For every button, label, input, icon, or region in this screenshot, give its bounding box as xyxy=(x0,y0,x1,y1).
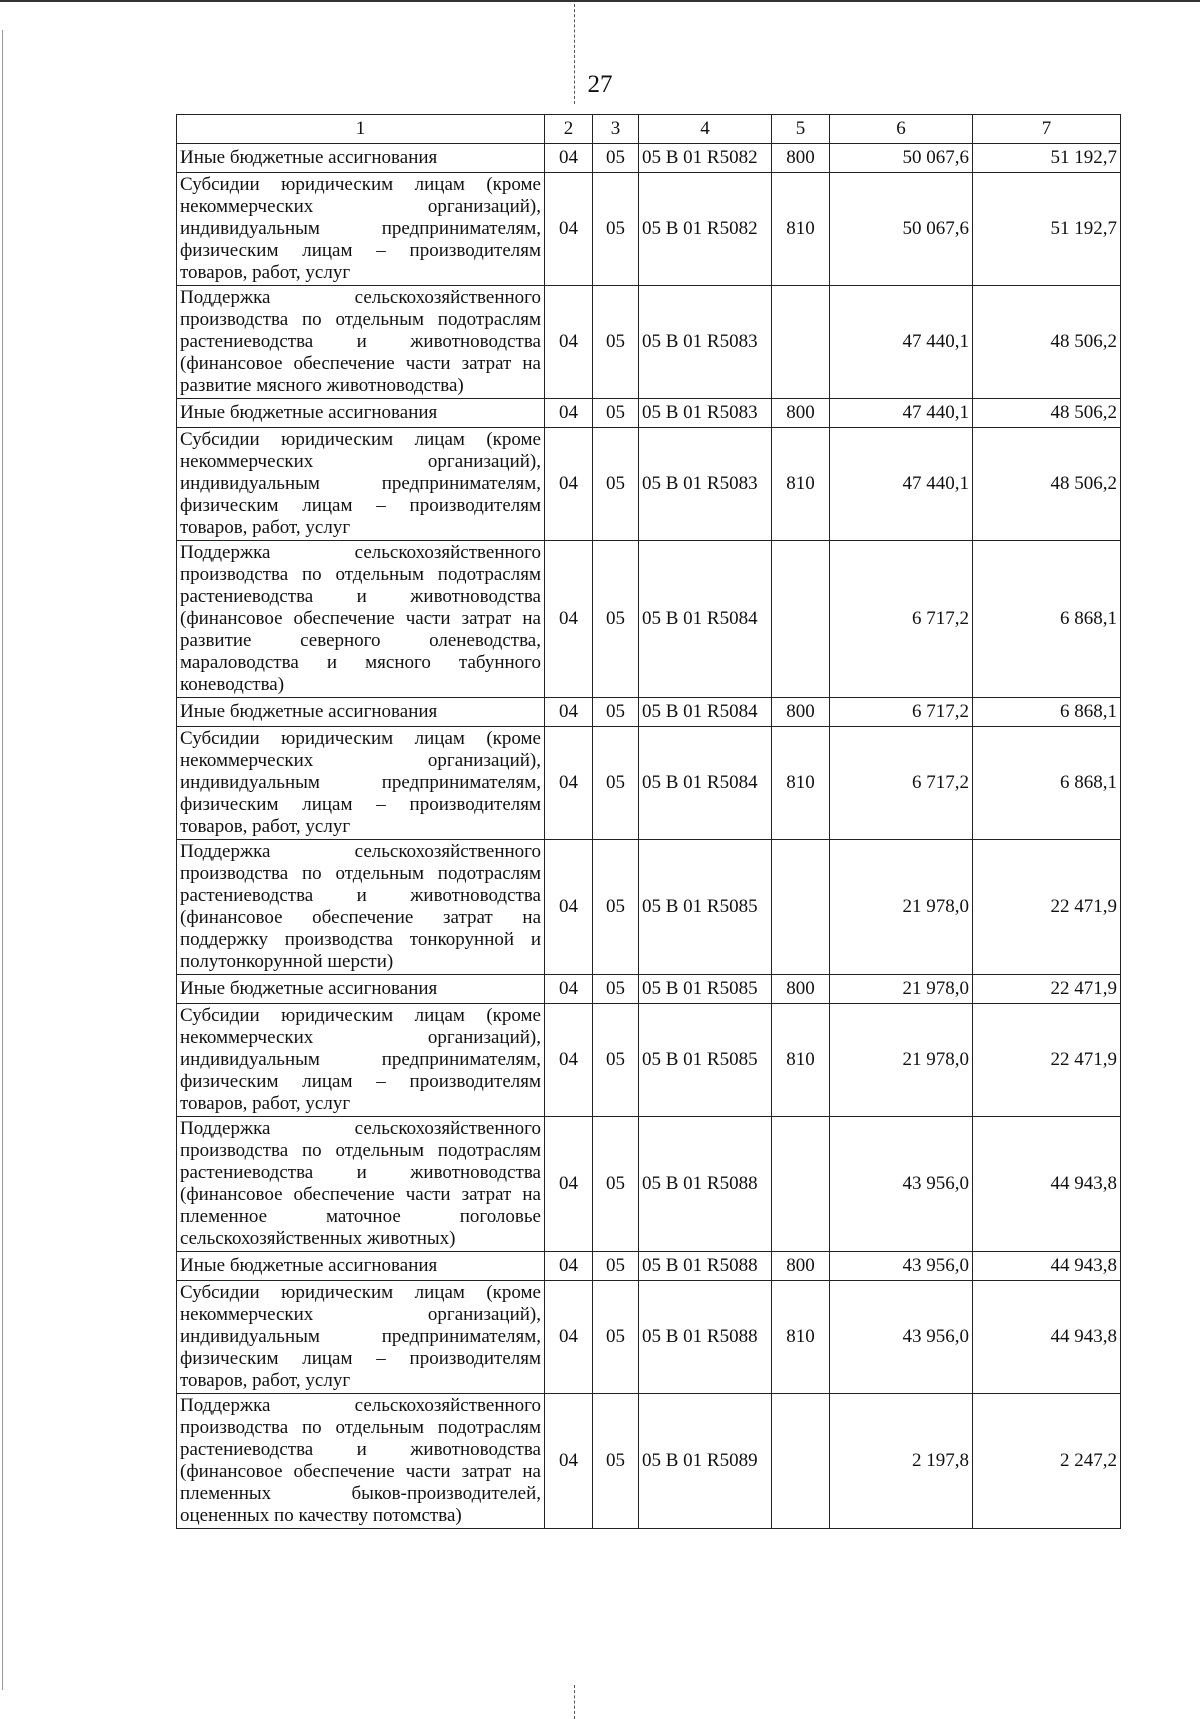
row-subsection: 05 xyxy=(593,286,639,399)
row-name: Субсидии юридическим лицам (кроме некоммерческих организаций), индивидуальным предпринимателям, физическим лицам – производителям товаров, работ, услуг xyxy=(177,173,545,286)
table-row xyxy=(177,1252,1121,1281)
row-amount-6: 43 956,0 xyxy=(830,1252,973,1281)
row-section: 04 xyxy=(545,698,593,727)
row-amount-6: 6 717,2 xyxy=(830,541,973,698)
row-target-code: 05 В 01 R5088 xyxy=(639,1281,772,1394)
row-name: Иные бюджетные ассигнования xyxy=(177,399,545,428)
row-expense-type: 800 xyxy=(772,698,830,727)
row-target-code: 05 В 01 R5088 xyxy=(639,1117,772,1252)
row-section: 04 xyxy=(545,840,593,975)
row-expense-type: 800 xyxy=(772,1252,830,1281)
row-target-code: 05 В 01 R5082 xyxy=(639,173,772,286)
row-amount-7: 48 506,2 xyxy=(973,286,1121,399)
row-subsection: 05 xyxy=(593,727,639,840)
row-expense-type xyxy=(772,1117,830,1252)
row-name: Поддержка сельскохозяйственного производства по отдельным подотраслям растениеводства и животноводства (финансовое обеспечение части затрат на развитие мясного животноводства) xyxy=(177,286,545,399)
row-expense-type: 810 xyxy=(772,1004,830,1117)
column-header-3: 3 xyxy=(593,115,639,144)
row-expense-type: 810 xyxy=(772,173,830,286)
row-name: Субсидии юридическим лицам (кроме некоммерческих организаций), индивидуальным предпринимателям, физическим лицам – производителям товаров, работ, услуг xyxy=(177,727,545,840)
column-header-7: 7 xyxy=(973,115,1121,144)
row-amount-7: 51 192,7 xyxy=(973,173,1121,286)
row-amount-7: 44 943,8 xyxy=(973,1117,1121,1252)
column-header-5: 5 xyxy=(772,115,830,144)
row-amount-6: 2 197,8 xyxy=(830,1394,973,1529)
row-amount-7: 6 868,1 xyxy=(973,727,1121,840)
row-target-code: 05 В 01 R5085 xyxy=(639,840,772,975)
table-row xyxy=(177,975,1121,1004)
table-row xyxy=(177,1117,1121,1252)
row-subsection: 05 xyxy=(593,1117,639,1252)
row-section: 04 xyxy=(545,727,593,840)
row-name: Поддержка сельскохозяйственного производства по отдельным подотраслям растениеводства и животноводства (финансовое обеспечение части затрат на племенных быков-производителей, оцененных по качеству потомства) xyxy=(177,1394,545,1529)
row-section: 04 xyxy=(545,144,593,173)
table-row xyxy=(177,173,1121,286)
row-expense-type xyxy=(772,1394,830,1529)
table-row xyxy=(177,144,1121,173)
row-target-code: 05 В 01 R5088 xyxy=(639,1252,772,1281)
row-name: Поддержка сельскохозяйственного производства по отдельным подотраслям растениеводства и животноводства (финансовое обеспечение части затрат на племенное маточное поголовье сельскохозяйственных животных) xyxy=(177,1117,545,1252)
row-expense-type xyxy=(772,286,830,399)
row-target-code: 05 В 01 R5084 xyxy=(639,727,772,840)
row-subsection: 05 xyxy=(593,428,639,541)
row-expense-type: 800 xyxy=(772,144,830,173)
row-amount-6: 21 978,0 xyxy=(830,1004,973,1117)
row-amount-6: 50 067,6 xyxy=(830,144,973,173)
row-expense-type: 810 xyxy=(772,727,830,840)
row-target-code: 05 В 01 R5085 xyxy=(639,1004,772,1117)
row-subsection: 05 xyxy=(593,173,639,286)
row-name: Поддержка сельскохозяйственного производства по отдельным подотраслям растениеводства и животноводства (финансовое обеспечение затрат на поддержку производства тонкорунной и полутонкорунной шерсти) xyxy=(177,840,545,975)
row-section: 04 xyxy=(545,1281,593,1394)
row-section: 04 xyxy=(545,1394,593,1529)
scan-left-edge xyxy=(2,30,3,1690)
row-target-code: 05 В 01 R5082 xyxy=(639,144,772,173)
row-name: Иные бюджетные ассигнования xyxy=(177,144,545,173)
row-amount-7: 44 943,8 xyxy=(973,1252,1121,1281)
row-target-code: 05 В 01 R5084 xyxy=(639,698,772,727)
table-row xyxy=(177,727,1121,840)
row-amount-7: 6 868,1 xyxy=(973,541,1121,698)
row-name: Поддержка сельскохозяйственного производства по отдельным подотраслям растениеводства и животноводства (финансовое обеспечение части затрат на развитие северного оленеводства, мараловодства и мясного табунного коневодства) xyxy=(177,541,545,698)
row-amount-6: 47 440,1 xyxy=(830,428,973,541)
page-number: 27 xyxy=(587,71,613,98)
row-name: Субсидии юридическим лицам (кроме некоммерческих организаций), индивидуальным предпринимателям, физическим лицам – производителям товаров, работ, услуг xyxy=(177,1281,545,1394)
row-target-code: 05 В 01 R5085 xyxy=(639,975,772,1004)
row-subsection: 05 xyxy=(593,1394,639,1529)
row-name: Иные бюджетные ассигнования xyxy=(177,975,545,1004)
row-amount-6: 6 717,2 xyxy=(830,727,973,840)
row-subsection: 05 xyxy=(593,698,639,727)
budget-table xyxy=(176,114,1121,1529)
row-expense-type xyxy=(772,840,830,975)
column-header-4: 4 xyxy=(639,115,772,144)
row-name: Иные бюджетные ассигнования xyxy=(177,1252,545,1281)
row-expense-type: 800 xyxy=(772,975,830,1004)
row-section: 04 xyxy=(545,173,593,286)
row-subsection: 05 xyxy=(593,1004,639,1117)
fold-mark-bottom xyxy=(574,1685,575,1719)
column-header-6: 6 xyxy=(830,115,973,144)
row-amount-7: 22 471,9 xyxy=(973,975,1121,1004)
row-amount-7: 2 247,2 xyxy=(973,1394,1121,1529)
table-row xyxy=(177,399,1121,428)
row-expense-type: 800 xyxy=(772,399,830,428)
row-section: 04 xyxy=(545,1252,593,1281)
row-amount-7: 22 471,9 xyxy=(973,1004,1121,1117)
row-section: 04 xyxy=(545,1004,593,1117)
row-expense-type: 810 xyxy=(772,1281,830,1394)
row-amount-7: 48 506,2 xyxy=(973,399,1121,428)
row-name: Субсидии юридическим лицам (кроме некоммерческих организаций), индивидуальным предпринимателям, физическим лицам – производителям товаров, работ, услуг xyxy=(177,428,545,541)
row-target-code: 05 В 01 R5083 xyxy=(639,399,772,428)
row-amount-7: 22 471,9 xyxy=(973,840,1121,975)
table-row xyxy=(177,1394,1121,1529)
row-subsection: 05 xyxy=(593,1252,639,1281)
row-section: 04 xyxy=(545,1117,593,1252)
row-amount-6: 43 956,0 xyxy=(830,1281,973,1394)
row-expense-type xyxy=(772,541,830,698)
table-header-row xyxy=(177,115,1121,144)
row-section: 04 xyxy=(545,399,593,428)
row-subsection: 05 xyxy=(593,975,639,1004)
row-subsection: 05 xyxy=(593,840,639,975)
row-target-code: 05 В 01 R5083 xyxy=(639,428,772,541)
row-subsection: 05 xyxy=(593,144,639,173)
row-section: 04 xyxy=(545,428,593,541)
row-section: 04 xyxy=(545,541,593,698)
table-row xyxy=(177,840,1121,975)
scan-top-edge xyxy=(0,0,1200,2)
row-amount-6: 43 956,0 xyxy=(830,1117,973,1252)
row-amount-6: 50 067,6 xyxy=(830,173,973,286)
row-amount-6: 6 717,2 xyxy=(830,698,973,727)
row-name: Иные бюджетные ассигнования xyxy=(177,698,545,727)
row-amount-6: 47 440,1 xyxy=(830,286,973,399)
table-row xyxy=(177,1004,1121,1117)
row-target-code: 05 В 01 R5089 xyxy=(639,1394,772,1529)
row-amount-6: 21 978,0 xyxy=(830,840,973,975)
table-row xyxy=(177,1281,1121,1394)
row-expense-type: 810 xyxy=(772,428,830,541)
row-subsection: 05 xyxy=(593,1281,639,1394)
row-amount-6: 21 978,0 xyxy=(830,975,973,1004)
row-subsection: 05 xyxy=(593,541,639,698)
row-amount-7: 6 868,1 xyxy=(973,698,1121,727)
row-amount-7: 44 943,8 xyxy=(973,1281,1121,1394)
column-header-1: 1 xyxy=(177,115,545,144)
table-row xyxy=(177,286,1121,399)
row-section: 04 xyxy=(545,286,593,399)
column-header-2: 2 xyxy=(545,115,593,144)
row-target-code: 05 В 01 R5083 xyxy=(639,286,772,399)
row-amount-7: 48 506,2 xyxy=(973,428,1121,541)
table-row xyxy=(177,428,1121,541)
row-amount-7: 51 192,7 xyxy=(973,144,1121,173)
table-row xyxy=(177,541,1121,698)
row-name: Субсидии юридическим лицам (кроме некоммерческих организаций), индивидуальным предпринимателям, физическим лицам – производителям товаров, работ, услуг xyxy=(177,1004,545,1117)
row-target-code: 05 В 01 R5084 xyxy=(639,541,772,698)
row-amount-6: 47 440,1 xyxy=(830,399,973,428)
row-section: 04 xyxy=(545,975,593,1004)
row-subsection: 05 xyxy=(593,399,639,428)
table-row xyxy=(177,698,1121,727)
